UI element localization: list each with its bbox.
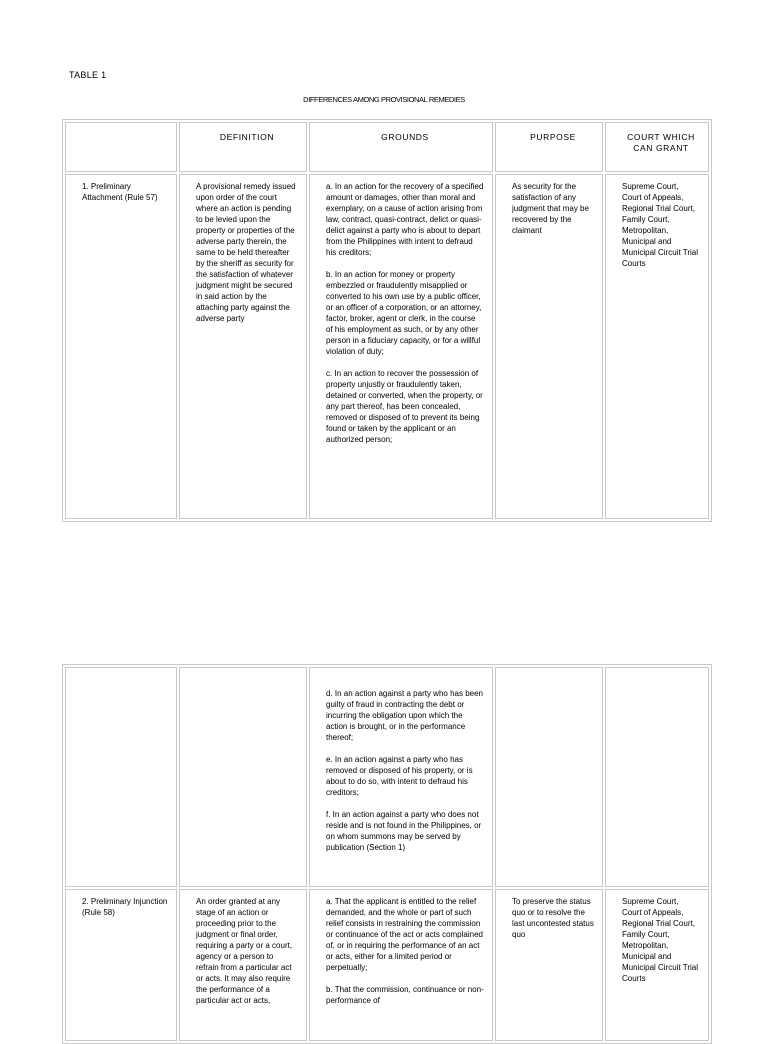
court-cell	[605, 667, 709, 887]
purpose-cell: To preserve the status quo or to resolve the last uncontested status quo	[495, 889, 603, 1041]
remedies-table-part-1	[62, 119, 712, 522]
ground-item: c. In an action to recover the possession of property unjustly or fraudulently taken, detained or converted, when the property, or any part thereof, has been concealed, removed or disposed of to prevent its being found or taken by the applicant or an authorized person;	[326, 369, 483, 444]
remedy-cell: 1. Preliminary Attachment (Rule 57)	[65, 174, 177, 519]
ground-item: a. In an action for the recovery of a specified amount or damages, other than moral and exemplary, on a cause of action arising from law, contract, quasi-contract, delict or quasi-delict against a party who is about to depart from the Philippines with intent to defraud his creditors;	[326, 182, 484, 257]
header-cell-remedy	[65, 122, 177, 172]
definition-cell: An order granted at any stage of an action or proceeding prior to the judgment or final order, requiring a party or a court, agency or a person to refrain from a particular act or acts. It may also require the performance of a particular act or acts,	[179, 889, 307, 1041]
purpose-cell	[495, 667, 603, 887]
grounds-cell	[309, 889, 493, 1041]
table-row	[65, 174, 709, 519]
ground-item: d. In an action against a party who has been guilty of fraud in contracting the debt or incurring the obligation upon which the action is brought, or in the performance thereof;	[326, 689, 483, 742]
header-cell-grounds: GROUNDS	[309, 122, 493, 172]
remedy-cell: 2. Preliminary Injunction (Rule 58)	[65, 889, 177, 1041]
remedy-cell	[65, 667, 177, 887]
ground-item: b. In an action for money or property embezzled or fraudulently misapplied or converted to his own use by a public officer, or an officer of a corporation, or an attorney, factor, broker, agent or clerk, in the course of his employment as such, or by any other person in a fiduciary capacity, or for a willful violation of duty;	[326, 270, 482, 356]
header-cell-court: COURT WHICH CAN GRANT	[605, 122, 709, 172]
grounds-cell	[309, 667, 493, 887]
definition-cell: A provisional remedy issued upon order of the court where an action is pending to be levied upon the property or properties of the adverse party therein, the same to be held thereafter by the sheriff as security for the satisfaction of whatever judgment might be secured in said action by the attaching party against the adverse party	[179, 174, 307, 519]
definition-cell	[179, 667, 307, 887]
document-heading: DIFFERENCES AMONG PROVISIONAL REMEDIES	[303, 95, 465, 104]
header-cell-definition: DEFINITION	[179, 122, 307, 172]
ground-item: e. In an action against a party who has removed or disposed of his property, or is about to do so, with intent to defraud his creditors;	[326, 755, 473, 797]
table-label: TABLE 1	[69, 70, 107, 80]
court-cell: Supreme Court, Court of Appeals, Regional Trial Court, Family Court, Metropolitan, Municipal and Municipal Circuit Trial Courts	[605, 174, 709, 519]
purpose-cell: As security for the satisfaction of any judgment that may be recovered by the claimant	[495, 174, 603, 519]
header-cell-purpose: PURPOSE	[495, 122, 603, 172]
table-row	[65, 889, 709, 1041]
ground-item: b. That the commission, continuance or non-performance of	[326, 985, 484, 1005]
remedies-table-part-2	[62, 664, 712, 1044]
table-row	[65, 667, 709, 887]
table-header-row	[65, 122, 709, 172]
ground-item: f. In an action against a party who does not reside and is not found in the Philippines, or on whom summons may be served by publication (Section 1)	[326, 810, 482, 852]
court-cell: Supreme Court, Court of Appeals, Regional Trial Court, Family Court, Metropolitan, Municipal and Municipal Circuit Trial Courts	[605, 889, 709, 1041]
ground-item: a. That the applicant is entitled to the relief demanded, and the whole or part of such relief consists in restraining the commission or continuance of the act or acts complained of, or in requiring the performance of an act or acts, either for a limited period or perpetually;	[326, 897, 483, 972]
grounds-cell	[309, 174, 493, 519]
